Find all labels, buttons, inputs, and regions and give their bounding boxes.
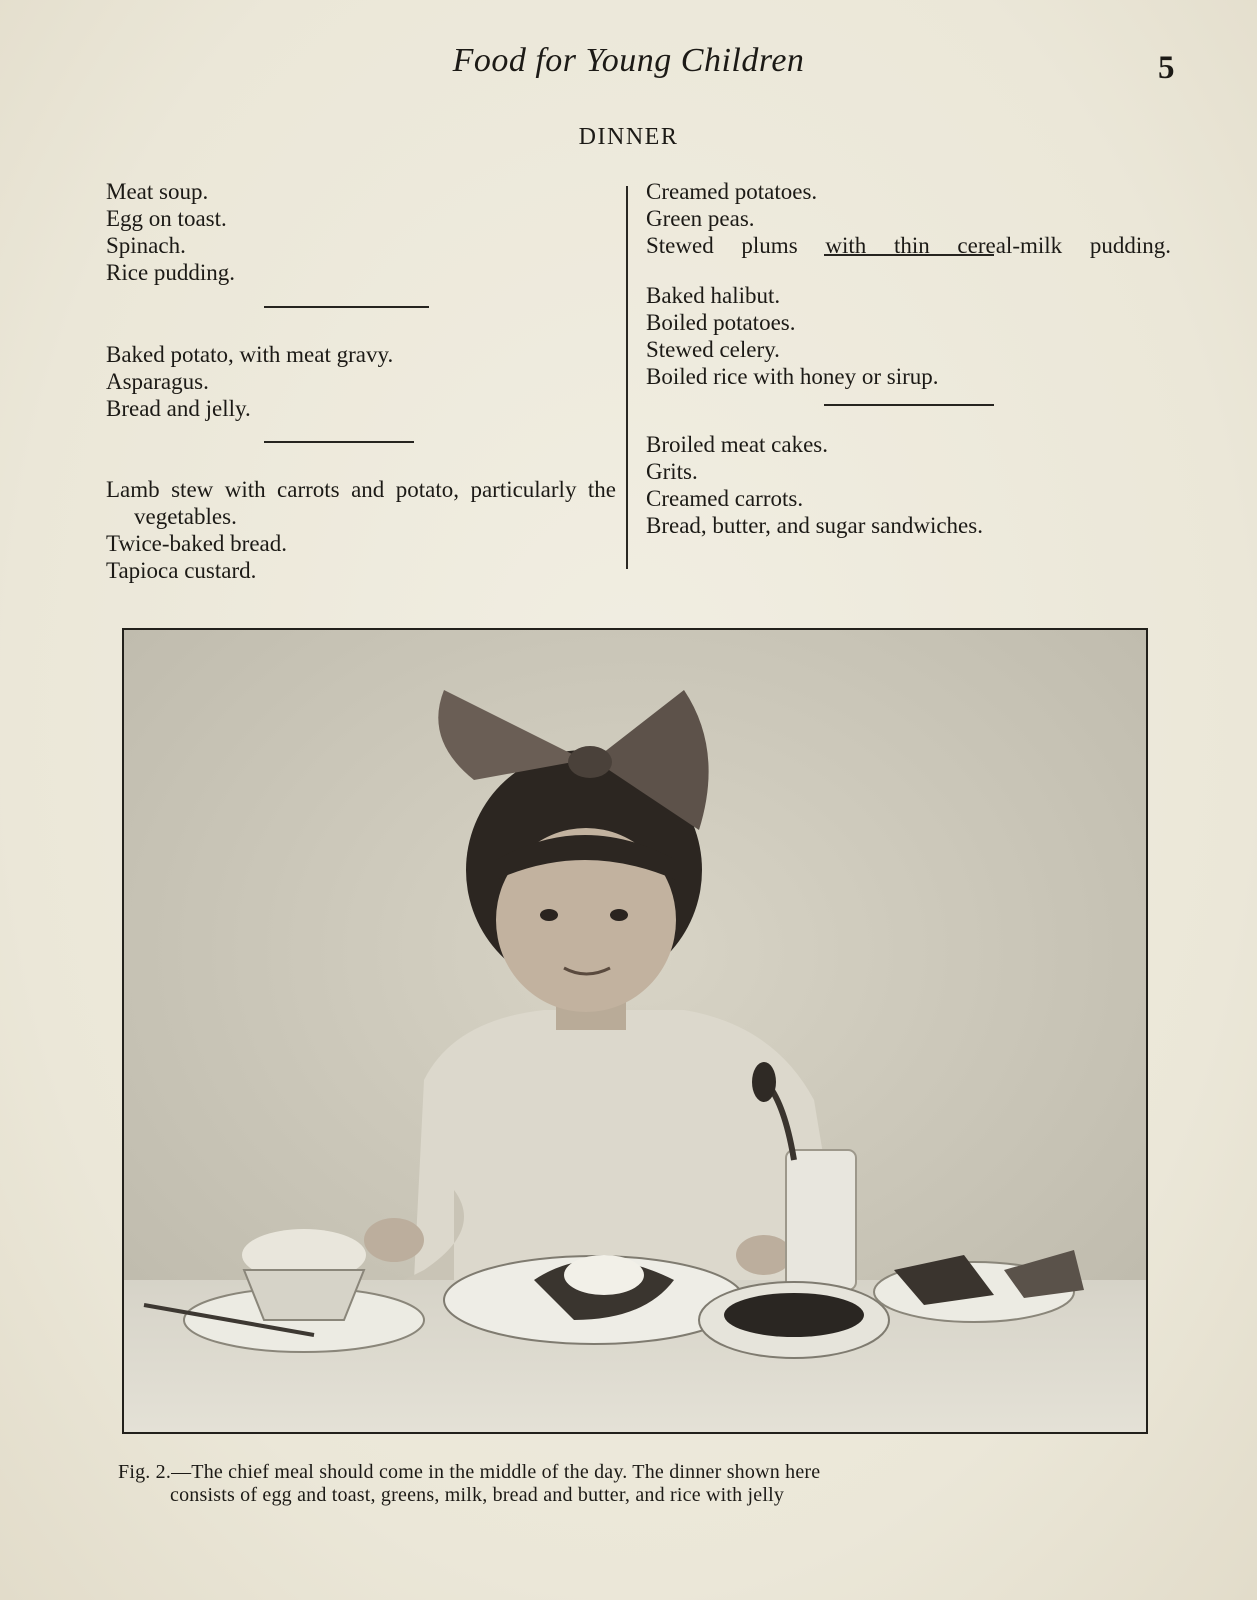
menu-item: Grits. (646, 459, 698, 484)
menu-block (646, 178, 1171, 259)
menu-item: Bread, butter, and sugar sandwiches. (646, 513, 983, 538)
running-title: Food for Young Children (452, 42, 805, 79)
menu-block (106, 476, 616, 584)
menu-item: Lamb stew with carrots and potato, particularly the vegetables. (106, 477, 616, 529)
menu-item: Broiled meat cakes. (646, 432, 829, 457)
menu-item: Boiled potatoes. (646, 310, 796, 335)
menu-item: Baked halibut. (646, 283, 781, 308)
page-number: 5 (1158, 50, 1175, 86)
menu-item: Boiled rice with honey or sirup. (646, 364, 939, 389)
menu-separator (264, 306, 429, 308)
menu-block (106, 178, 616, 286)
menu-item: Stewed celery. (646, 337, 780, 362)
menu-column-left (106, 178, 616, 584)
menu-item: Asparagus. (106, 369, 209, 394)
menu-item: Creamed potatoes. (646, 179, 818, 204)
column-divider (626, 186, 628, 569)
menu-column-right (646, 178, 1171, 539)
section-heading: DINNER (578, 124, 679, 150)
menu-separator (824, 404, 994, 406)
menu-item: Spinach. (106, 233, 186, 258)
menu-item: Stewed plums with thin cereal-milk pudding. (646, 233, 1171, 258)
menu-item: Green peas. (646, 206, 755, 231)
menu-item: Egg on toast. (106, 206, 227, 231)
menu-block (646, 282, 1171, 390)
figure-caption (118, 1461, 1158, 1507)
menu-item: Twice-baked bread. (106, 531, 288, 556)
menu-item: Creamed carrots. (646, 486, 804, 511)
caption-line: Fig. 2.—The chief meal should come in the middle of the day. The dinner shown here (118, 1461, 821, 1483)
menu-item: Baked potato, with meat gravy. (106, 342, 394, 367)
caption-line: consists of egg and toast, greens, milk, bread and butter, and rice with jelly (170, 1484, 785, 1506)
figure-photograph (122, 628, 1148, 1434)
menu-block (106, 341, 616, 422)
photo-illustration (124, 630, 1146, 1432)
menu-separator (264, 441, 414, 443)
menu-item: Bread and jelly. (106, 396, 251, 421)
menu-item: Meat soup. (106, 179, 209, 204)
menu-item: Tapioca custard. (106, 558, 257, 583)
menu-block (646, 431, 1171, 539)
menu-item: Rice pudding. (106, 260, 236, 285)
